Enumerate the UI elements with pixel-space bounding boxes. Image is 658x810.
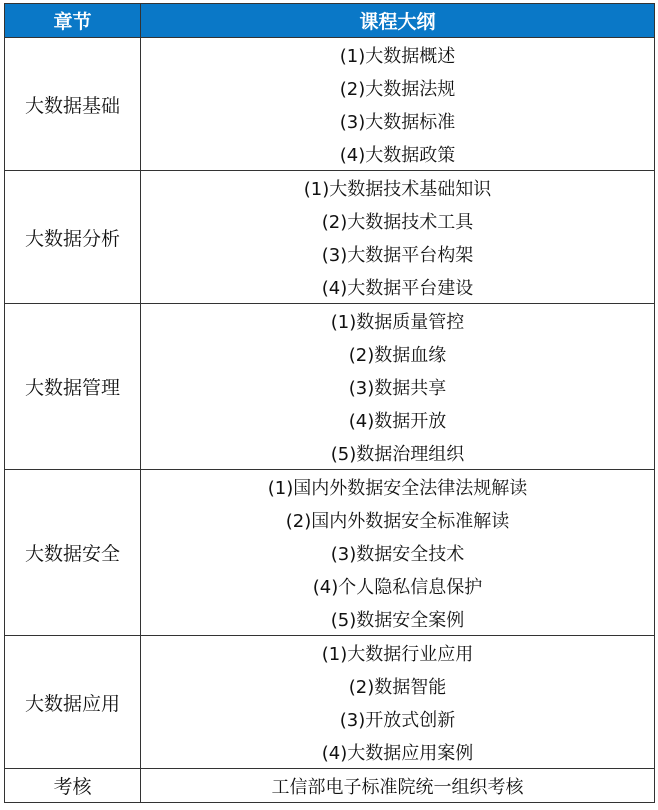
outline-item-cell: (2)数据智能 xyxy=(141,669,655,702)
course-outline-table-container xyxy=(4,3,654,803)
outline-item-cell: (4)个人隐私信息保护 xyxy=(141,569,655,602)
chapter-section xyxy=(5,304,655,470)
outline-item-cell: (3)大数据标准 xyxy=(141,104,655,137)
outline-item-cell: 工信部电子标准院统一组织考核 xyxy=(141,769,655,803)
outline-item-cell: (4)数据开放 xyxy=(141,403,655,436)
outline-item-cell: (1)大数据行业应用 xyxy=(141,636,655,670)
chapter-section xyxy=(5,636,655,769)
chapter-cell: 大数据分析 xyxy=(5,171,141,304)
table-row xyxy=(5,636,655,670)
course-outline-table xyxy=(4,3,655,803)
chapter-section xyxy=(5,171,655,304)
outline-item-cell: (2)数据血缘 xyxy=(141,337,655,370)
table-row xyxy=(5,38,655,72)
header-chapter: 章节 xyxy=(5,4,141,38)
chapter-cell: 大数据应用 xyxy=(5,636,141,769)
table-row xyxy=(5,304,655,338)
outline-item-cell: (4)大数据平台建设 xyxy=(141,270,655,304)
outline-item-cell: (2)大数据技术工具 xyxy=(141,204,655,237)
header-row xyxy=(5,4,655,38)
chapter-cell: 考核 xyxy=(5,769,141,803)
outline-item-cell: (2)国内外数据安全标准解读 xyxy=(141,503,655,536)
table-row xyxy=(5,171,655,205)
table-row xyxy=(5,769,655,803)
outline-item-cell: (5)数据治理组织 xyxy=(141,436,655,470)
outline-item-cell: (4)大数据应用案例 xyxy=(141,735,655,769)
table-header xyxy=(5,4,655,38)
outline-item-cell: (3)数据安全技术 xyxy=(141,536,655,569)
outline-item-cell: (1)大数据概述 xyxy=(141,38,655,72)
outline-item-cell: (3)数据共享 xyxy=(141,370,655,403)
outline-item-cell: (4)大数据政策 xyxy=(141,137,655,171)
table-row xyxy=(5,470,655,504)
chapter-section xyxy=(5,470,655,636)
outline-item-cell: (2)大数据法规 xyxy=(141,71,655,104)
chapter-cell: 大数据安全 xyxy=(5,470,141,636)
outline-item-cell: (3)大数据平台构架 xyxy=(141,237,655,270)
outline-item-cell: (3)开放式创新 xyxy=(141,702,655,735)
chapter-cell: 大数据基础 xyxy=(5,38,141,171)
outline-item-cell: (5)数据安全案例 xyxy=(141,602,655,636)
chapter-section xyxy=(5,769,655,803)
outline-item-cell: (1)大数据技术基础知识 xyxy=(141,171,655,205)
chapter-section xyxy=(5,38,655,171)
header-outline: 课程大纲 xyxy=(141,4,655,38)
chapter-cell: 大数据管理 xyxy=(5,304,141,470)
outline-item-cell: (1)国内外数据安全法律法规解读 xyxy=(141,470,655,504)
outline-item-cell: (1)数据质量管控 xyxy=(141,304,655,338)
